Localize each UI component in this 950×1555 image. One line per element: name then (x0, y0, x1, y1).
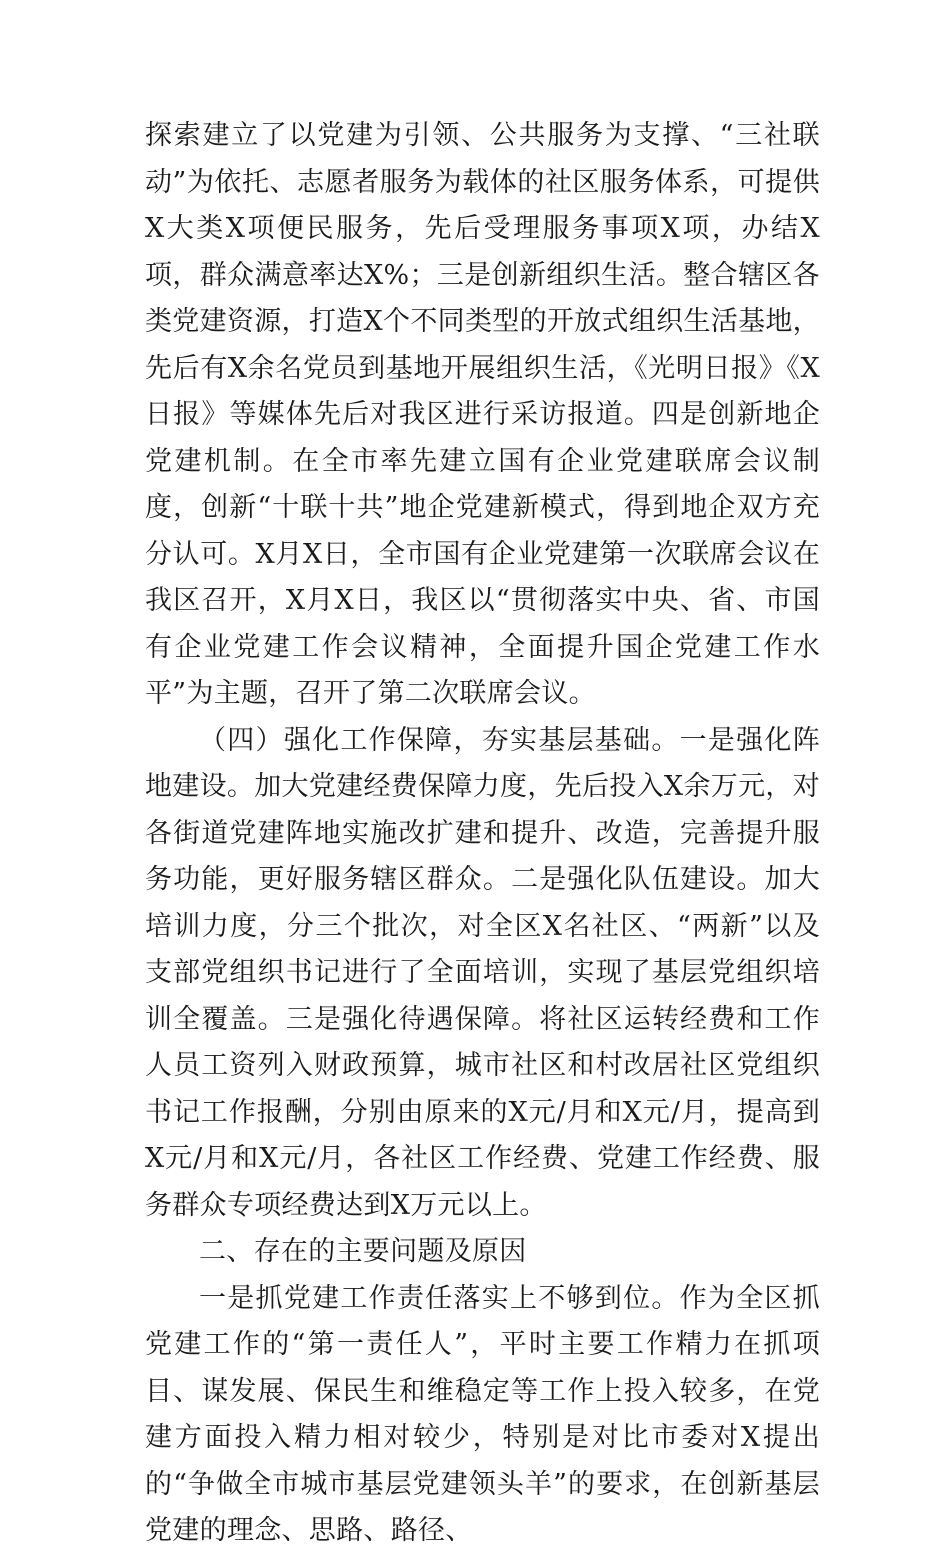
paragraph-responsibility-issue: 一是抓党建工作责任落实上不够到位。作为全区抓党建工作的“第一责任人”，平时主要工作精力在抓项目、谋发展、保民生和维稳定等工作上投入较多，在党建方面投入精力相对较少，特别是对比市委对X提出的“争做全市城市基层党建领头羊”的要求，在创新基层党建的理念、思路、路径、 (145, 1282, 820, 1546)
document-body (145, 113, 820, 1555)
section-heading-main-problems: 二、存在的主要问题及原因 (199, 1236, 527, 1267)
paragraph-continued-community-service: 探索建立了以党建为引领、公共服务为支撑、“三社联动”为依托、志愿者服务为载体的社区服务体系，可提供X大类X项便民服务，先后受理服务事项X项，办结X项，群众满意率达X%；三是创新组织生活。整合辖区各类党建资源，打造X个不同类型的开放式组织生活基地，先后有X余名党员到基地开展组织生活，《光明日报》《X日报》等媒体先后对我区进行采访报道。四是创新地企党建机制。在全市率先建立国有企业党建联席会议制度，创新“十联十共”地企党建新模式，得到地企双方充分认可。X月X日，全市国有企业党建第一次联席会议在我区召开，X月X日，我区以“贯彻落实中央、省、市国有企业党建工作会议精神，全面提升国企党建工作水平”为主题，召开了第二次联席会议。 (145, 120, 820, 709)
paragraph-work-guarantee: （四）强化工作保障，夯实基层基础。一是强化阵地建设。加大党建经费保障力度，先后投入X余万元，对各街道党建阵地实施改扩建和提升、改造，完善提升服务功能，更好服务辖区群众。二是强化队伍建设。加大培训力度，分三个批次，对全区X名社区、“两新”以及支部党组织书记进行了全面培训，实现了基层党组织培训全覆盖。三是强化待遇保障。将社区运转经费和工作人员工资列入财政预算，城市社区和村改居社区党组织书记工作报酬，分别由原来的X元/月和X元/月，提高到X元/月和X元/月，各社区工作经费、党建工作经费、服务群众专项经费达到X万元以上。 (145, 724, 820, 1221)
